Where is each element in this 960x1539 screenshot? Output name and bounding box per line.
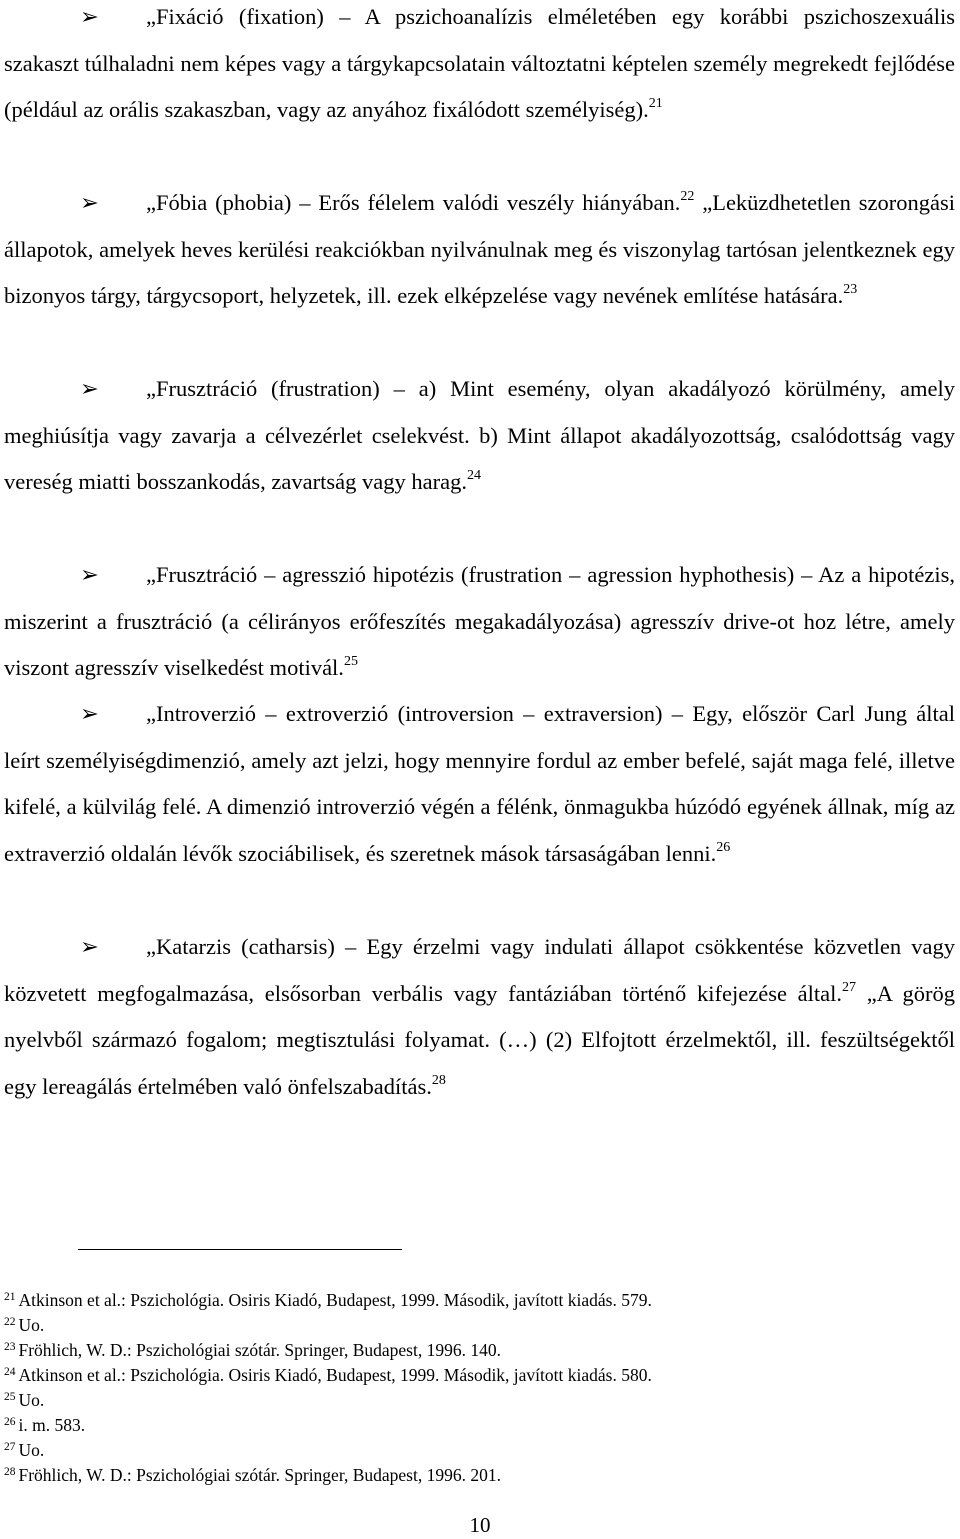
footnote-text: Uo. [18, 1315, 45, 1335]
entry-dash: – [299, 190, 311, 215]
footnote-item [4, 1288, 934, 1313]
footnote-ref: 24 [466, 468, 481, 484]
entry-term: „Fóbia (phobia) [146, 190, 292, 215]
entry-introverzio [4, 691, 955, 877]
footnote-ref: 25 [343, 654, 358, 670]
footnote-text: Fröhlich, W. D.: Pszichológiai szótár. Springer, Budapest, 1996. 140. [18, 1340, 501, 1360]
footnote-ref: 22 [680, 189, 695, 205]
footnote-number: 21 [4, 1290, 16, 1303]
footnote-text: Atkinson et al.: Pszichológia. Osiris Kiadó, Budapest, 1999. Második, javított kiadás. 579. [18, 1290, 652, 1310]
entry-term: „Fixáció (fixation) [146, 4, 324, 29]
entry-dash: – [339, 4, 351, 29]
entry-quote: „Leküzdhetetlen szorongási állapotok, amelyek heves kerülési reakciókban nyilvánulnak meg és viszonylag tartósan jelentkeznek egy bizonyos tárgy, tárgycsoport, helyzetek, ill. ezek elképzelése vagy nevének említése hatására. [4, 190, 955, 308]
footnote-item [4, 1363, 934, 1388]
footnote-separator [78, 1249, 402, 1250]
entry-fixacio [4, 0, 955, 134]
arrow-bullet-icon: ➢ [80, 701, 99, 726]
entry-frusztracio [4, 366, 955, 506]
footnote-text: Fröhlich, W. D.: Pszichológiai szótár. Springer, Budapest, 1996. 201. [18, 1465, 501, 1485]
entry-dash: – [393, 376, 405, 401]
arrow-bullet-icon: ➢ [80, 562, 99, 587]
footnote-number: 28 [4, 1465, 16, 1478]
entry-text: Az a hipotézis, miszerint a frusztráció (a célirányos erőfeszítés megakadályozása) agresszív drive-ot hoz létre, amely viszont agresszív viselkedést motivál. [4, 562, 956, 680]
footnote-number: 22 [4, 1315, 16, 1328]
footnotes [4, 1288, 934, 1488]
entry-term: „Introverzió – extroverzió (introversion – extraversion) [146, 701, 663, 726]
footnote-ref: 23 [843, 282, 858, 298]
footnote-item [4, 1338, 934, 1363]
entry-text: A pszichoanalízis elméletében egy korábbi pszichoszexuális szakaszt túlhaladni nem képes vagy a tárgykapcsolatain változtatni képtelen személy megrekedt fejlődése (például az orális szakaszban, vagy az anyához fixálódott személyiség). [4, 4, 956, 122]
entry-katarzis [4, 924, 955, 1110]
footnote-number: 27 [4, 1440, 16, 1453]
footnote-item [4, 1413, 934, 1438]
footnote-text: Uo. [18, 1390, 45, 1410]
footnote-number: 24 [4, 1365, 16, 1378]
footnote-item [4, 1388, 934, 1413]
arrow-bullet-icon: ➢ [80, 934, 99, 959]
entry-dash: – [345, 934, 357, 959]
arrow-bullet-icon: ➢ [80, 190, 99, 215]
footnote-item [4, 1313, 934, 1338]
footnote-ref: 21 [648, 96, 663, 112]
entry-fobia [4, 180, 955, 320]
footnote-ref: 27 [842, 979, 857, 995]
entry-term: „Frusztráció – agresszió hipotézis (frustration – agression hyphothesis) [146, 562, 795, 587]
footnote-number: 26 [4, 1415, 16, 1428]
arrow-bullet-icon: ➢ [80, 4, 99, 29]
arrow-bullet-icon: ➢ [80, 376, 99, 401]
footnote-text: i. m. 583. [18, 1415, 86, 1435]
footnote-item [4, 1463, 934, 1488]
entry-term: „Frusztráció (frustration) [146, 376, 380, 401]
footnote-ref: 26 [716, 839, 731, 855]
entry-text: Erős félelem valódi veszély hiányában. [318, 190, 681, 215]
entry-dash: – [671, 701, 684, 726]
entry-dash: – [801, 562, 813, 587]
footnote-item [4, 1438, 934, 1463]
entry-text: Egy, először Carl Jung által leírt személyiségdimenzió, amely azt jelzi, hogy mennyire fordul az ember befelé, saját maga felé, illetve kifelé, a külvilág felé. A dimenzió introverzió végén a félénk, önmagukba húzódó egyének állnak, míg az extraverzió oldalán lévők szociábilisek, és szeretnek mások társaságában lenni. [4, 701, 955, 866]
entry-text: a) Mint esemény, olyan akadályozó körülmény, amely meghiúsítja vagy zavarja a célvezérlet cselekvést. b) Mint állapot akadályozottság, csalódottság vagy vereség miatti bosszankodás, zavartság vagy harag. [4, 376, 956, 494]
entry-frusztracio-agresszio [4, 552, 955, 692]
footnote-ref: 28 [431, 1072, 446, 1088]
page-number: 10 [469, 1513, 491, 1537]
footnote-number: 23 [4, 1340, 16, 1353]
footnote-text: Atkinson et al.: Pszichológia. Osiris Kiadó, Budapest, 1999. Második, javított kiadás. 580. [18, 1365, 652, 1385]
entry-quote: „A görög nyelvből származó fogalom; megtisztulási folyamat. (…) (2) Elfojtott érzelmektől, ill. feszültségektől egy lereagálás értelmében való önfelszabadítás. [4, 980, 955, 1099]
footnote-number: 25 [4, 1390, 16, 1403]
footnote-text: Uo. [18, 1440, 45, 1460]
entry-text: Egy érzelmi vagy indulati állapot csökkentése közvetlen vagy közvetett megfogalmazása, elsősorban verbális vagy fantáziában történő kifejezése által. [4, 934, 956, 1006]
entry-term: „Katarzis (catharsis) [146, 934, 335, 959]
